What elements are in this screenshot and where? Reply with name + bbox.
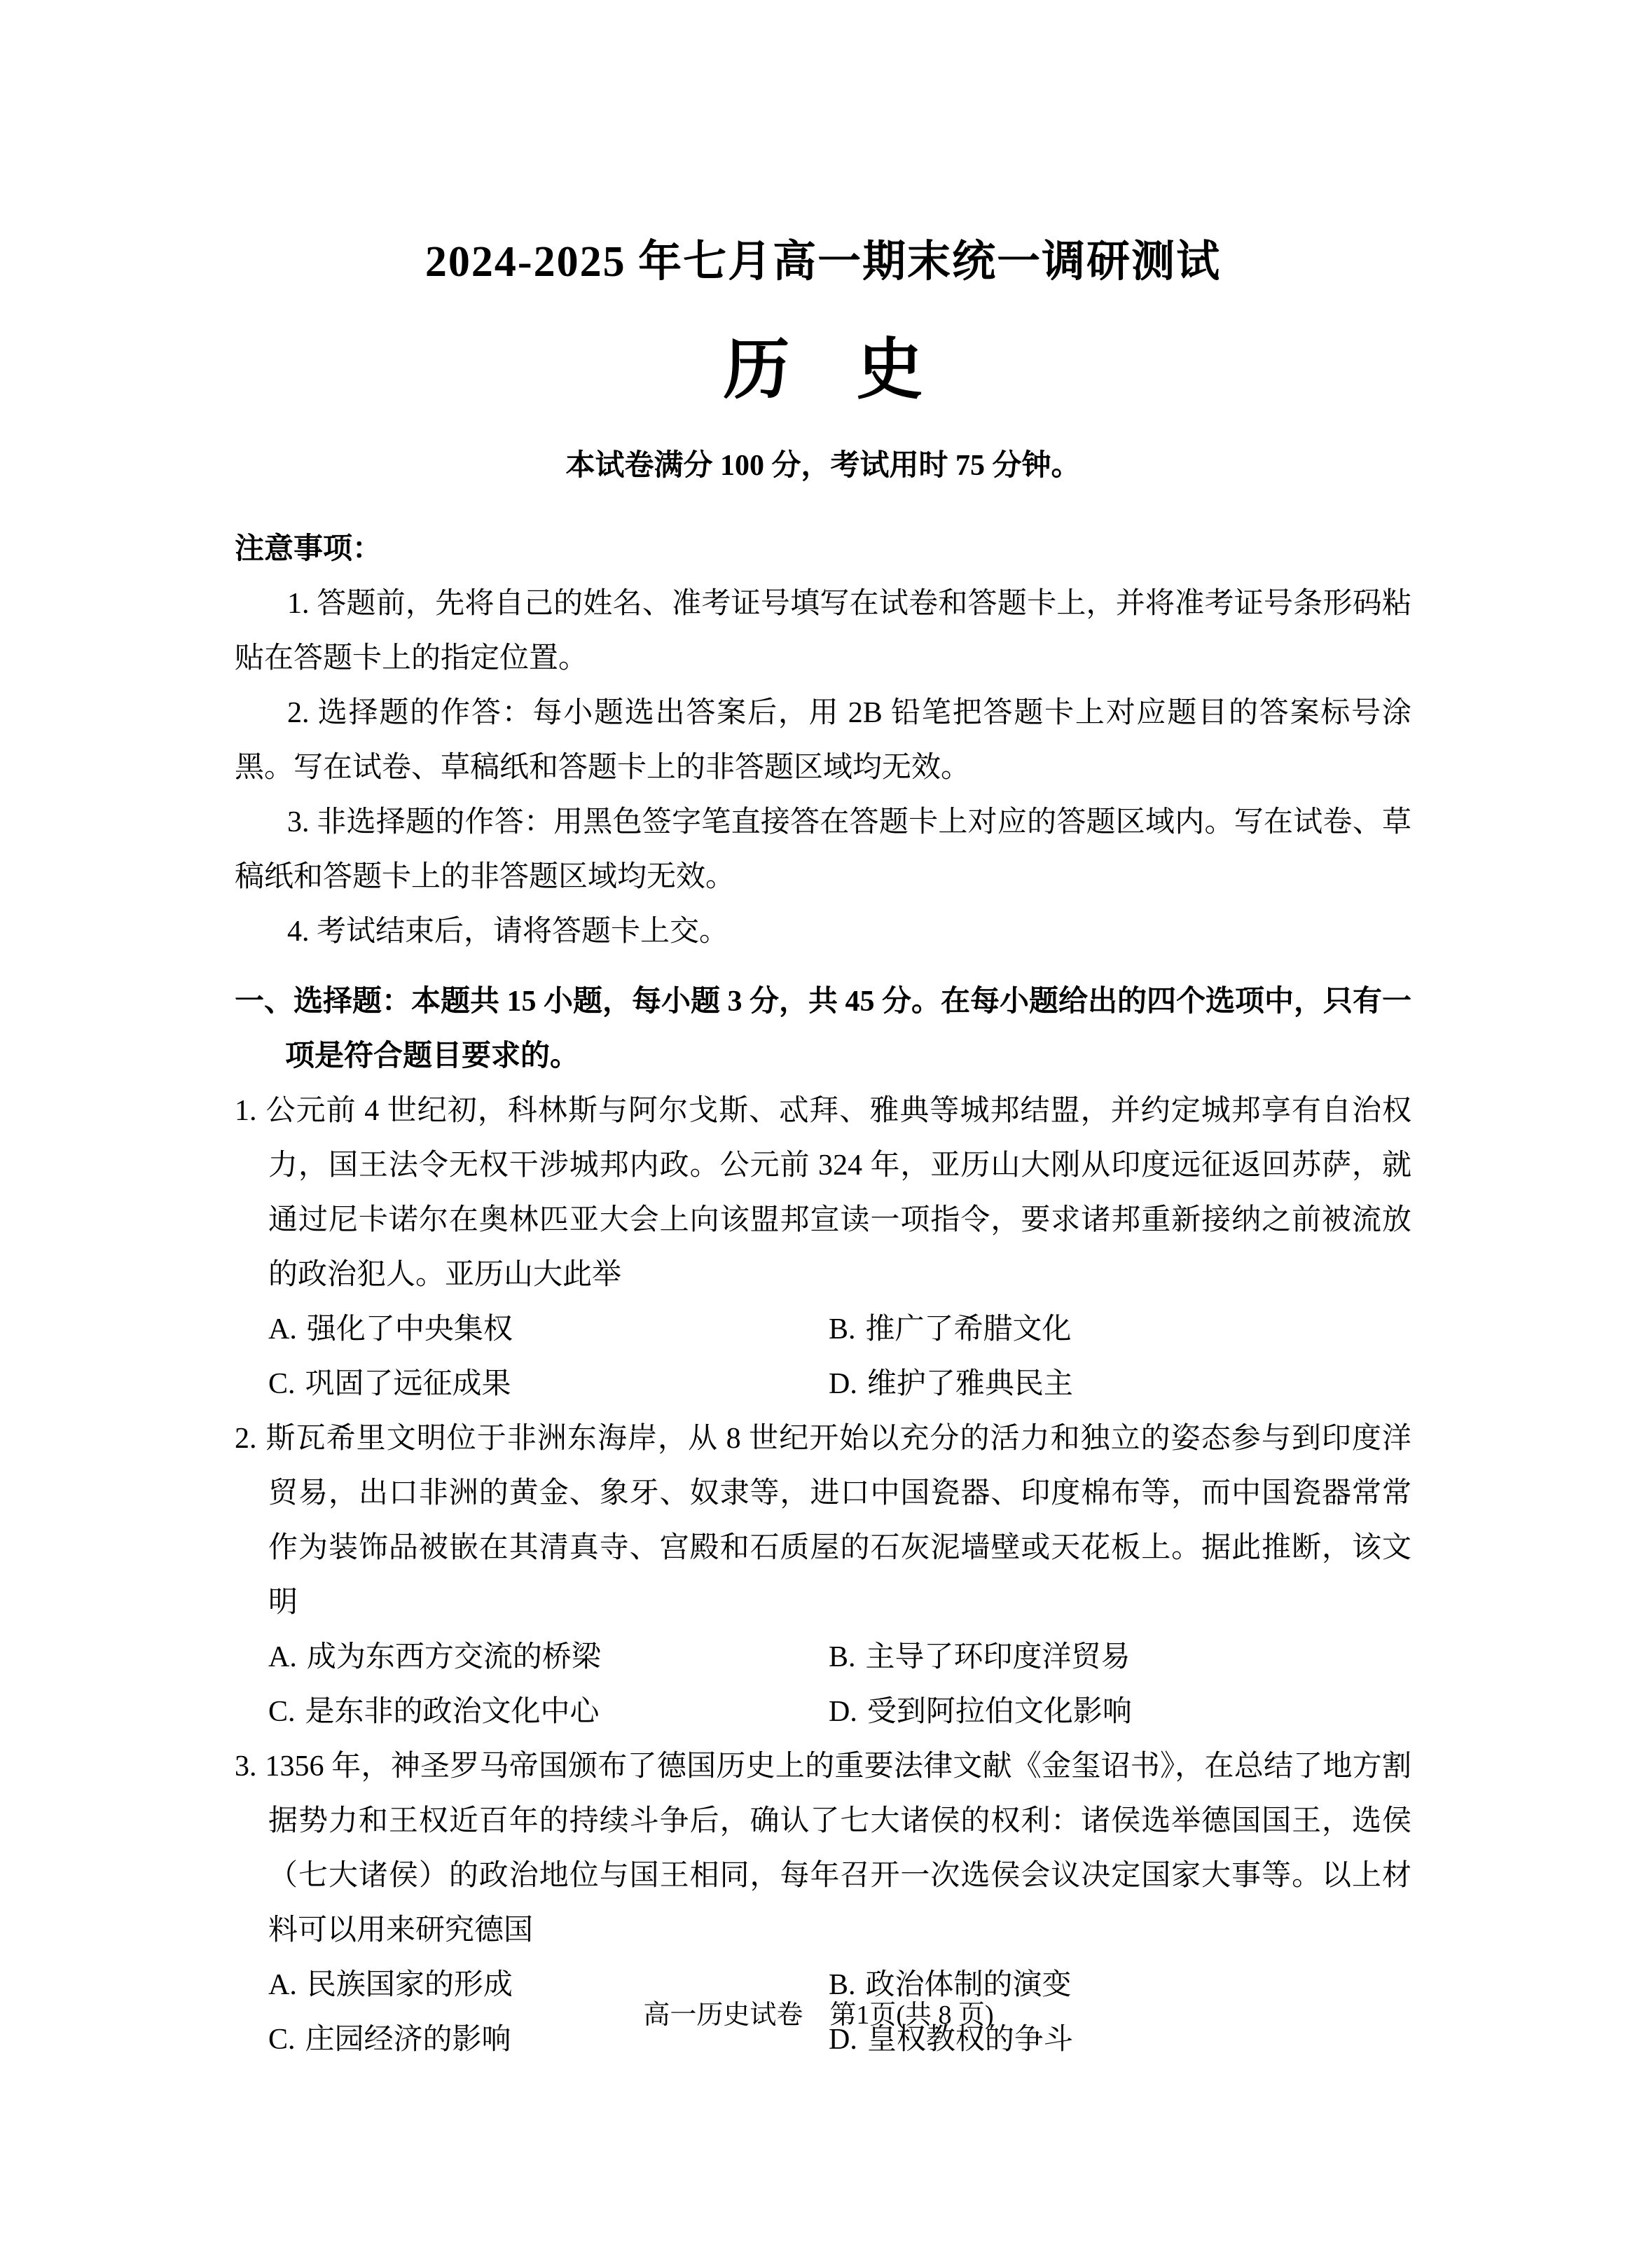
- option-text: 主导了环印度洋贸易: [865, 1641, 1131, 1673]
- option-label: B.: [829, 1969, 856, 2001]
- option-text: 强化了中央集权: [306, 1313, 513, 1346]
- question-2-option-c: [268, 1685, 829, 1739]
- option-text: 是东非的政治文化中心: [305, 1696, 600, 1728]
- question-1-number: 1.: [235, 1095, 257, 1127]
- section-heading: 一、选择题：本题共 15 小题，每小题 3 分，共 45 分。在每小题给出的四个选项中，只有一项是符合题目要求的。: [235, 986, 1412, 1072]
- question-1-option-d: [829, 1357, 1389, 1411]
- question-1-option-b: [829, 1302, 1389, 1357]
- question-1-options-row-1: [235, 1302, 1411, 1357]
- option-text: 庄园经济的影响: [305, 2024, 511, 2056]
- subject-title: 历 史: [723, 333, 923, 407]
- question-2: [235, 1411, 1411, 1739]
- option-label: C.: [268, 1696, 296, 1728]
- option-label: A.: [268, 1313, 297, 1346]
- option-text: 皇权教权的争斗: [866, 2024, 1073, 2056]
- question-2-option-d: [829, 1685, 1389, 1739]
- question-1-options-row-2: [235, 1357, 1411, 1411]
- option-label: C.: [268, 1368, 296, 1400]
- question-1-option-c: [268, 1357, 829, 1411]
- option-label: B.: [829, 1641, 856, 1673]
- option-text: 政治体制的演变: [865, 1969, 1072, 2001]
- question-2-option-a: [268, 1630, 829, 1685]
- question-2-text: 斯瓦希里文明位于非洲东海岸，从 8 世纪开始以充分的活力和独立的姿态参与到印度洋贸易，出口非洲的黄金、象牙、奴隶等，进口中国瓷器、印度棉布等，而中国瓷器常常作为装饰品被嵌在其清真寺、宫殿和石质屋的石灰泥墙壁或天花板上。据此推断，该文明: [265, 1423, 1411, 1619]
- question-1-text: 公元前 4 世纪初，科林斯与阿尔戈斯、忒拜、雅典等城邦结盟，并约定城邦享有自治权力，国王法令无权干涉城邦内政。公元前 324 年，亚历山大刚从印度远征返回苏萨，就通过尼卡诺尔在奥林匹亚大会上向该盟邦宣读一项指令，要求诸邦重新接纳之前被流放的政治犯人。亚历山大此举: [265, 1095, 1411, 1291]
- notice-item-4: 4. 考试结束后，请将答题卡上交。: [287, 915, 729, 948]
- question-1-stem: [235, 1084, 1411, 1302]
- question-3-stem: [235, 1739, 1411, 1958]
- question-2-number: 2.: [235, 1423, 257, 1455]
- question-2-option-b: [829, 1630, 1389, 1685]
- option-text: 巩固了远征成果: [305, 1368, 511, 1400]
- page-footer: 高一历史试卷 第1页(共 8 页): [643, 2000, 994, 2030]
- notice-item-3: 3. 非选择题的作答：用黑色签字笔直接答在答题卡上对应的答题区域内。写在试卷、草稿纸和答题卡上的非答题区域均无效。: [235, 806, 1411, 893]
- question-2-options-row-1: [235, 1630, 1411, 1685]
- option-text: 推广了希腊文化: [865, 1313, 1072, 1346]
- question-2-options-row-2: [235, 1685, 1411, 1739]
- question-1: [235, 1084, 1411, 1411]
- question-3-text: 1356 年，神圣罗马帝国颁布了德国历史上的重要法律文献《金玺诏书》，在总结了地方割据势力和王权近百年的持续斗争后，确认了七大诸侯的权利：诸侯选举德国国王，选侯（七大诸侯）的政治地位与国王相同，每年召开一次选侯会议决定国家大事等。以上材料可以用来研究德国: [265, 1750, 1411, 1947]
- notice-heading: 注意事项：: [235, 533, 382, 565]
- question-1-option-a: [268, 1302, 829, 1357]
- option-label: D.: [829, 1696, 857, 1728]
- option-text: 受到阿拉伯文化影响: [866, 1696, 1132, 1728]
- question-2-stem: [235, 1411, 1411, 1630]
- option-label: D.: [829, 1368, 857, 1400]
- exam-info: 本试卷满分 100 分，考试用时 75 分钟。: [565, 450, 1081, 482]
- notice-item-1: 1. 答题前，先将自己的姓名、准考证号填写在试卷和答题卡上，并将准考证号条形码粘贴在答题卡上的指定位置。: [235, 588, 1411, 675]
- option-label: C.: [268, 2024, 296, 2056]
- question-3-number: 3.: [235, 1750, 257, 1783]
- option-label: D.: [829, 2024, 857, 2056]
- option-label: A.: [268, 1969, 297, 2001]
- option-label: A.: [268, 1641, 297, 1673]
- page-title: 2024-2025 年七月高一期末统一调研测试: [424, 238, 1222, 286]
- option-text: 民族国家的形成: [306, 1969, 513, 2001]
- notice-item-2: 2. 选择题的作答：每小题选出答案后，用 2B 铅笔把答题卡上对应题目的答案标号涂黑。写在试卷、草稿纸和答题卡上的非答题区域均无效。: [235, 697, 1411, 784]
- option-text: 维护了雅典民主: [866, 1368, 1073, 1400]
- option-label: B.: [829, 1313, 856, 1346]
- option-text: 成为东西方交流的桥梁: [306, 1641, 601, 1673]
